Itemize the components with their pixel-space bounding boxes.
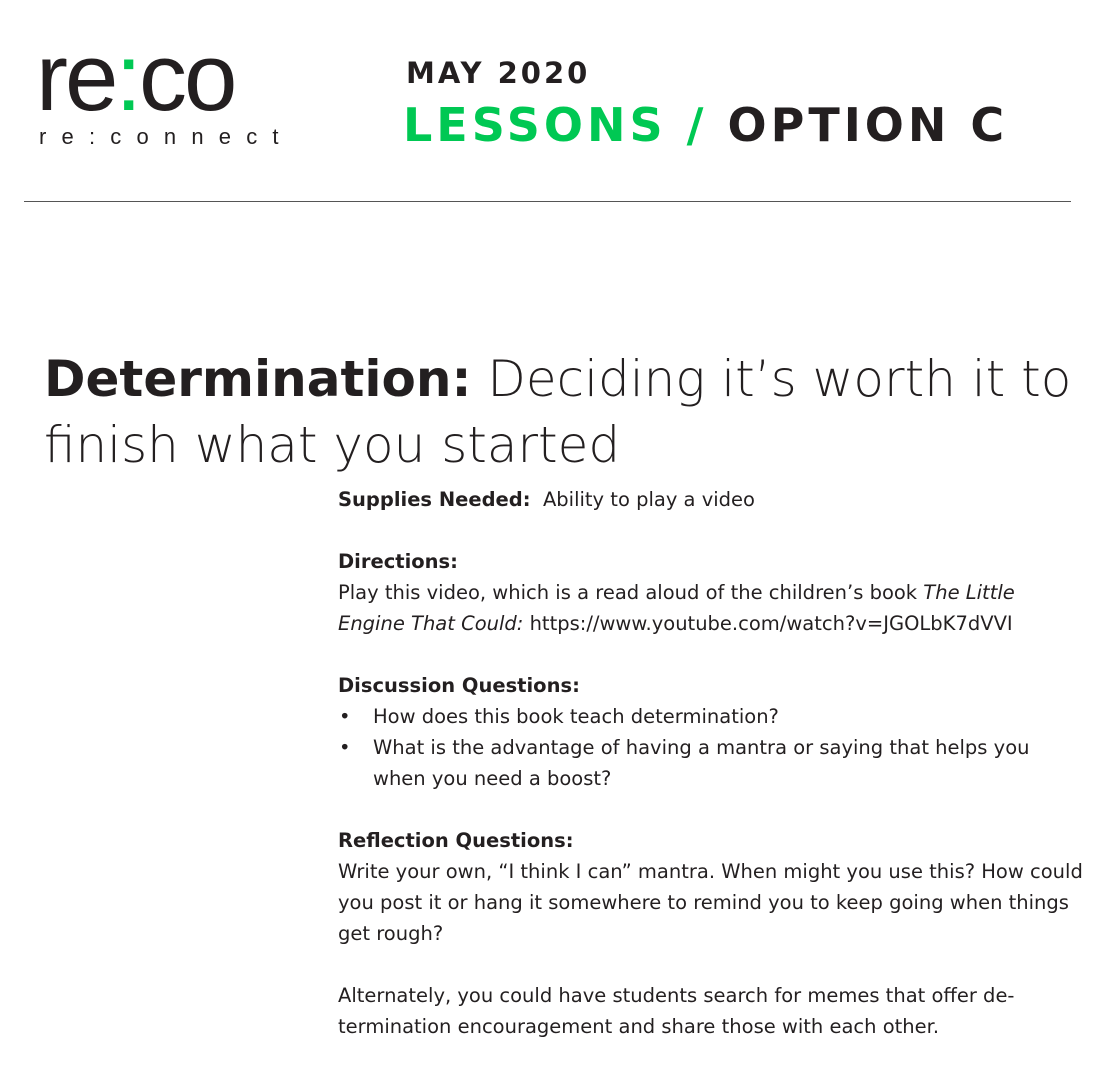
- supplies-label: Supplies Needed:: [338, 488, 531, 511]
- reflection-text: Write your own, “I think I can” mantra. When might you use this? How could you post it or hang it somewhere to remind you to keep going when things get rough?: [338, 860, 1083, 945]
- directions-intro: Play this video, which is a read aloud of the children’s book: [338, 581, 924, 604]
- bullet-icon: •: [339, 705, 351, 728]
- logo-wordmark: [36, 24, 235, 131]
- lessons-label: LESSONS /: [403, 98, 708, 152]
- page-title-bold: Determination:: [44, 349, 472, 408]
- list-item: [338, 701, 1086, 732]
- lesson-content: [338, 484, 1086, 1042]
- discussion-list: [338, 701, 1086, 794]
- directions-label: [338, 546, 1086, 577]
- discussion-item-text: How does this book teach determination?: [373, 705, 779, 728]
- video-link[interactable]: https://www.youtube.com/watch?v=JGOLbK7dVVI: [523, 612, 1013, 635]
- logo-re: re: [36, 24, 116, 131]
- logo-co: co: [139, 24, 235, 131]
- discussion-item-text: What is the advantage of having a mantra or saying that helps you when you need a boost?: [373, 736, 1030, 790]
- supplies-section: [338, 484, 1086, 515]
- reco-logo: [36, 24, 346, 160]
- directions-heading: Directions:: [338, 550, 458, 573]
- supplies-value: Ability to play a video: [530, 488, 755, 511]
- option-label: OPTION C: [727, 98, 1009, 152]
- reflection-heading: Reflection Questions:: [338, 829, 574, 852]
- logo-tagline: re:connect: [39, 124, 294, 149]
- page-title-rest: Deciding it’s worth it to finish what you started: [44, 349, 1072, 474]
- reflection-label: [338, 825, 1086, 856]
- header-divider: [24, 201, 1071, 202]
- logo-colon: :: [115, 24, 140, 131]
- discussion-heading: Discussion Questions:: [338, 674, 580, 697]
- lesson-title: [403, 98, 1008, 152]
- issue-date: MAY 2020: [406, 56, 591, 90]
- bullet-icon: •: [339, 736, 351, 759]
- page-title: [44, 346, 1084, 478]
- book-title: The Little Engine That Could:: [338, 581, 1015, 635]
- discussion-label: [338, 670, 1086, 701]
- directions-text: [338, 577, 1086, 639]
- alternate-text: Alternately, you could have students search for memes that offer de-termination encouragement and share those with each other.: [338, 984, 1015, 1038]
- list-item: [338, 732, 1086, 794]
